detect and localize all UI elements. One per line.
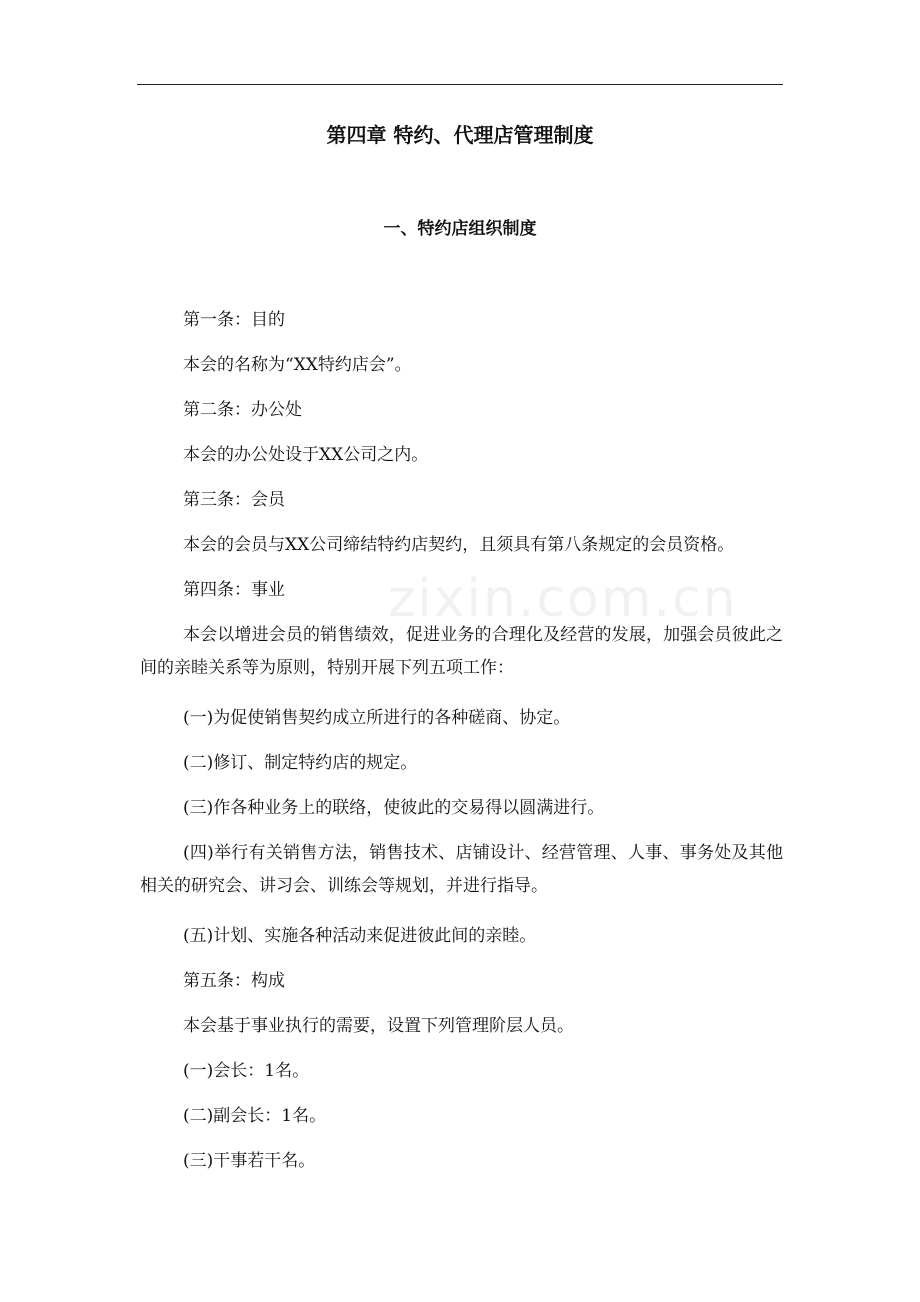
article-5-heading: 第五条：构成 xyxy=(183,971,285,991)
article-3-heading: 第三条：会员 xyxy=(183,490,285,510)
article-1-heading: 第一条：目的 xyxy=(183,310,285,330)
article-3-body: 本会的会员与XX公司缔结特约店契约，且须具有第八条规定的会员资格。 xyxy=(183,535,735,555)
article-4-item-2: (二)修订、制定特约店的规定。 xyxy=(183,753,418,773)
article-2-heading: 第二条：办公处 xyxy=(183,400,302,420)
watermark: zixin.com.cn xyxy=(388,569,738,629)
article-4-item-3: (三)作各种业务上的联络，使彼此的交易得以圆满进行。 xyxy=(183,798,605,818)
article-5-body: 本会基于事业执行的需要，设置下列管理阶层人员。 xyxy=(183,1016,574,1036)
article-4-item-1: (一)为促使销售契约成立所进行的各种磋商、协定。 xyxy=(183,708,571,728)
chapter-title: 第四章 特约、代理店管理制度 xyxy=(326,123,594,147)
article-4-item-4: (四)举行有关销售方法，销售技术、店铺设计、经营管理、人事、事务处及其他相关的研究会、讲习会、训练会等规划，并进行指导。 xyxy=(140,843,783,896)
article-1-body: 本会的名称为“XX特约店会”。 xyxy=(183,355,412,375)
article-4-heading: 第四条：事业 xyxy=(183,580,285,600)
article-2-body: 本会的办公处设于XX公司之内。 xyxy=(183,445,429,465)
article-5-item-1: (一)会长：1名。 xyxy=(183,1061,310,1081)
article-5-item-2: (二)副会长：1名。 xyxy=(183,1106,327,1126)
header-rule xyxy=(137,84,783,85)
section-title: 一、特约店组织制度 xyxy=(383,219,537,239)
article-4-item-5: (五)计划、实施各种活动来促进彼此间的亲睦。 xyxy=(183,926,537,946)
article-4-body: 本会以增进会员的销售绩效，促进业务的合理化及经营的发展，加强会员彼此之间的亲睦关系等为原则，特别开展下列五项工作： xyxy=(140,625,783,678)
article-5-item-3: (三)干事若干名。 xyxy=(183,1151,316,1171)
